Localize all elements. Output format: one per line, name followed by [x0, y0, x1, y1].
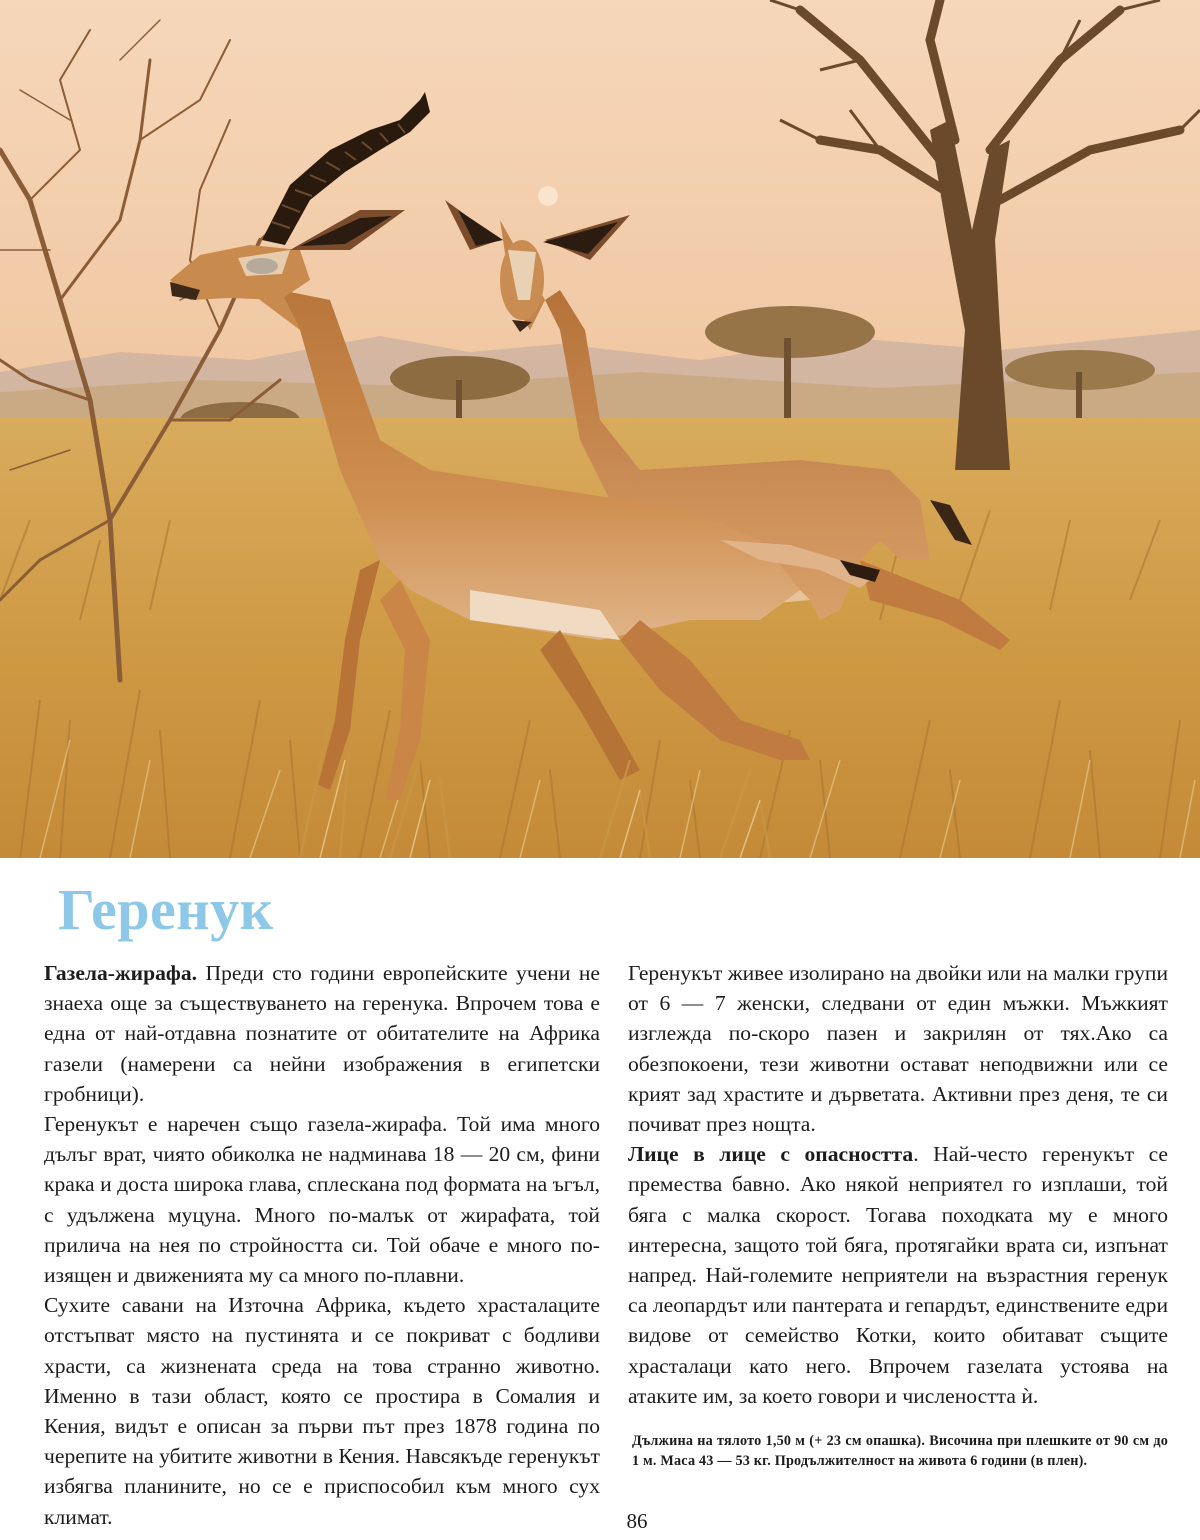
- page-title: Геренук: [58, 877, 274, 942]
- paragraph-description: Геренукът е наречен също газела-жирафа. Той има много дълъг врат, чиято обиколка не надминава 18 — 20 см, фини крака и доста широка глава, сплескана под формата на ъгъл, с удължена муцуна. Много по-малък от жирафата, той прилича на нея по стройността си. Той обаче е много по-изящен и движенията му са много по-плавни.: [44, 1112, 600, 1288]
- paragraph-text: . Най-често геренукът се премества бавно. Ако някой неприятел го изплаши, той бяга с малка скорост. Тогава походката му е много интересна, защото той бяга, протягайки врата си, изпънат напред. Най-големите неприятели на възрастния геренук са леопардът или пантерата и гепардът, единствените едри видове от семейство Котки, които обитават същите храсталаци като него. Впрочем газелата устоява на атаките им, за което говори и числеността ѝ.: [628, 1142, 1169, 1408]
- paragraph-intro: [44, 958, 600, 1109]
- paragraph-danger: [628, 1139, 1168, 1411]
- right-column: [628, 958, 1168, 1411]
- species-facts: Дължина на тялото 1,50 м (+ 23 см опашка). Височина при плешките от 90 см до 1 м. Маса 43 — 53 кг. Продължителност на живота 6 години (в плен).: [632, 1433, 1168, 1469]
- paragraph-text: Преди сто години европейските учени не знаеха още за съществуването на геренука. Впрочем това е една от най-отдавна познатите от обитателите на Африка газели (намерени са нейни изображения в египетски гробници).: [44, 961, 600, 1106]
- section-lead-danger: Лице в лице с опасността: [628, 1142, 914, 1167]
- section-lead-giraffe-gazelle: Газела-жирафа.: [44, 961, 198, 985]
- page-number: 86: [626, 1509, 648, 1533]
- paragraph-behaviour: Геренукът живее изолирано на двойки или на малки групи от 6 — 7 женски, следвани от един мъжки. Мъжкият изглежда по-скоро пазен и закрилян от тях.Ако са обезпокоени, тези животни остават неподвижни или се крият зад храстите и дърветата. Активни през деня, те си почиват през нощта.: [628, 961, 1168, 1137]
- left-column: [44, 958, 600, 1532]
- paragraph-habitat: Сухите савани на Източна Африка, където храсталаците отстъпват място на пустинята и се покриват с бодливи храсти, са жизнената среда на това странно животно. Именно в тази област, която се простира в Сомалия и Кения, видът е описан за първи път през 1878 година по черепите на убитите животни в Кения. Навсякъде геренукът избягва планините, но се е приспособил към много сух климат.: [44, 1293, 600, 1529]
